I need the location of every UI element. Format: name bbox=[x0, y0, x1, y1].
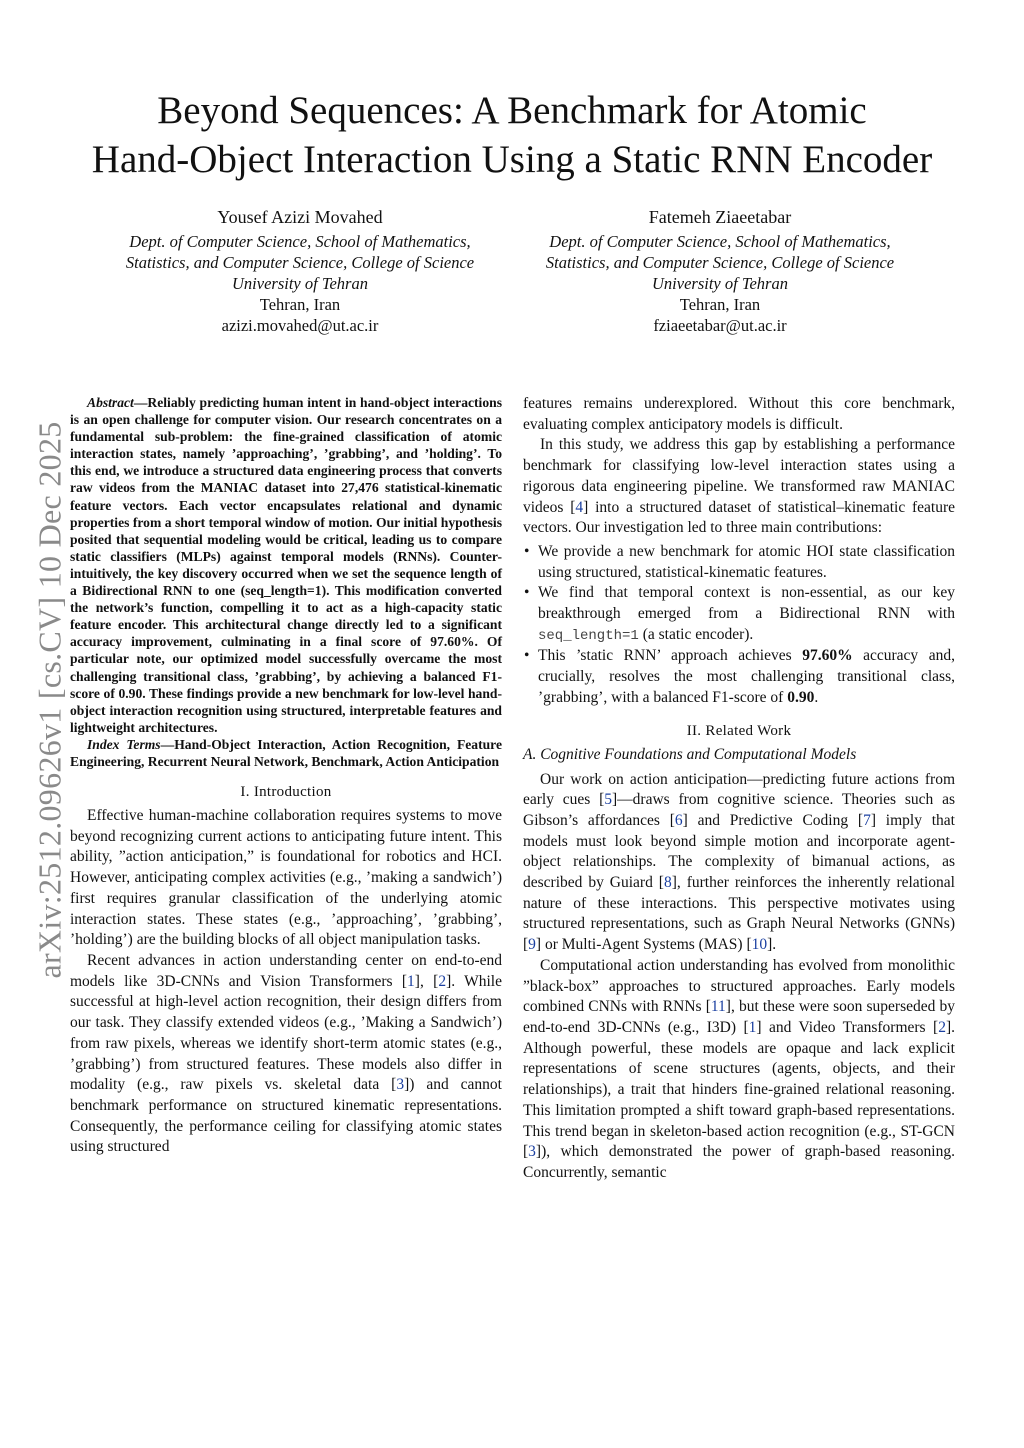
title-line-1: Beyond Sequences: A Benchmark for Atomic bbox=[157, 89, 867, 132]
author-dept-line-2: Statistics, and Computer Science, College of Science bbox=[545, 253, 895, 272]
left-column bbox=[70, 394, 502, 1158]
author-university: University of Tehran bbox=[232, 274, 368, 293]
citation-link[interactable]: 3 bbox=[528, 1143, 536, 1161]
index-terms bbox=[70, 736, 502, 770]
citation-link[interactable]: 7 bbox=[863, 811, 871, 829]
section-heading-introduction: I. Introduction bbox=[240, 784, 332, 801]
contribution-item: • We provide a new benchmark for atomic HOI state classification using structured, statistical-kinematic features. bbox=[523, 542, 955, 583]
author-email: fziaeetabar@ut.ac.ir bbox=[653, 316, 787, 335]
abstract-text: —Reliably predicting human intent in hand-object interactions is an open challenge for computer vision. Our research concentrates on a fundamental sub-problem: the fine-grained classification of atomic interaction states, namely ’approaching’, ’grabbing’, and ’holding’. To this end, we introduce a structured data engineering process that converts raw videos from the MANIAC dataset into 27,476 statistical-kinematic feature vectors. Each vector encapsulates relational and dynamic properties from a short temporal window of motion. Our initial hypothesis posited that sequential modeling would be critical, leading us to compare static classifiers (MLPs) against temporal models (RNNs). Counter-intuitively, the key discovery occurred when we set the sequence length of a Bidirectional RNN to one (seq_length=1). This modification converted the network’s function, compelling it to act as a high-capacity static feature encoder. This architectural change directly led to a significant accuracy improvement, culminating in a final score of 97.60%. Of particular note, our optimized model successfully overcame the most challenging transitional class, ’grabbing’, by achieving a balanced F1-score of 0.90. These findings provide a new benchmark for low-level hand-object interaction recognition using structured, interpretable features and lightweight architectures. bbox=[70, 395, 502, 735]
related-paragraph-2: Computational action understanding has evolved from monolithic ”black-box” approaches to structured approaches. Early models combined CNNs with RNNs [11], but these were soon superseded by end-to-end 3D-CNNs (e.g., I3D) [1] and Video Transformers [2]. Although powerful, these models are opaque and lack explicit representations of scene structures (agents, objects, and their relationships), a trait that hinders fine-grained relational reasoning. This limitation prompted a shift toward graph-based representations. This trend began in skeleton-based action recognition (e.g., ST-GCN [3]), which demonstrated the power of graph-based reasoning. Concurrently, semantic bbox=[523, 956, 955, 1181]
author-block-1 bbox=[90, 207, 510, 336]
citation-link[interactable]: 8 bbox=[663, 874, 672, 892]
citation-link[interactable]: 6 bbox=[674, 811, 683, 829]
f1-value: 0.90 bbox=[787, 688, 815, 706]
author-location: Tehran, Iran bbox=[679, 295, 761, 314]
author-dept-line-1: Dept. of Computer Science, School of Mathematics, bbox=[549, 232, 891, 251]
citation-link[interactable]: 1 bbox=[748, 1018, 757, 1036]
author-name: Yousef Azizi Movahed bbox=[217, 207, 383, 227]
code-snippet: seq_length=1 bbox=[538, 627, 639, 644]
index-terms-label: Index Terms bbox=[87, 736, 161, 752]
abstract bbox=[70, 394, 502, 736]
right-column bbox=[523, 394, 955, 1184]
author-email: azizi.movahed@ut.ac.ir bbox=[221, 316, 379, 335]
author-block-2 bbox=[510, 207, 930, 336]
citation-link[interactable]: 2 bbox=[438, 972, 447, 990]
intro-paragraph-4: In this study, we address this gap by establishing a performance benchmark for classifying low-level interaction states using a rigorous data engineering pipeline. We transformed raw MANIAC videos [4] into a structured dataset of statistical–kinematic feature vectors. Our investigation led to three main contributions: bbox=[523, 436, 955, 537]
citation-link[interactable]: 10 bbox=[751, 936, 768, 954]
contribution-item: • We find that temporal context is non-essential, as our key breakthrough emerged from a Bidirectional RNN with seq_length=1 (a static encoder). bbox=[523, 583, 955, 646]
contributions-list bbox=[523, 542, 955, 709]
citation-link[interactable]: 4 bbox=[575, 498, 584, 516]
intro-paragraph-2: Recent advances in action understanding center on end-to-end models like 3D-CNNs and Vision Transformers [1], [2]. While successful at high-level action recognition, their design differs from our task. They classify extended videos (e.g., ’Making a Sandwich’) from raw pixels, whereas we identify short-term atomic states (e.g., ’grabbing’) from structured features. These models also differ in modality (e.g., raw pixels vs. skeletal data [3]) and cannot benchmark performance on structured kinematic representations. Consequently, the performance ceiling for classifying atomic states using structured bbox=[70, 951, 502, 1156]
author-location: Tehran, Iran bbox=[259, 295, 341, 314]
author-dept-line-1: Dept. of Computer Science, School of Mathematics, bbox=[129, 232, 471, 251]
arxiv-stamp: arXiv:2512.09626v1 [cs.CV] 10 Dec 2025 bbox=[31, 421, 68, 979]
section-heading-related-work: II. Related Work bbox=[686, 722, 792, 739]
intro-paragraph-3: features remains underexplored. Without this core benchmark, evaluating complex anticipatory models is difficult. bbox=[523, 395, 955, 433]
subsection-heading: A. Cognitive Foundations and Computational Models bbox=[523, 745, 857, 763]
author-dept-line-2: Statistics, and Computer Science, College of Science bbox=[125, 253, 475, 272]
author-name: Fatemeh Ziaeetabar bbox=[648, 207, 792, 227]
citation-link[interactable]: 3 bbox=[396, 1076, 405, 1094]
abstract-label: Abstract bbox=[87, 395, 134, 410]
intro-paragraph-1: Effective human-machine collaboration requires systems to move beyond recognizing current actions to anticipating future intent. This ability, ”action anticipation,” is foundational for robotics and HCI. However, anticipating complex activities (e.g., ’making a sandwich’) first requires granular classification of the underlying atomic interaction states. These states (e.g., ’approaching’, ’grabbing’, ’holding’) are the building blocks of all object manipulation tasks. bbox=[70, 807, 502, 949]
title-line-2: Hand-Object Interaction Using a Static RNN Encoder bbox=[91, 138, 933, 181]
citation-link[interactable]: 11 bbox=[710, 998, 726, 1016]
related-paragraph-1: Our work on action anticipation—predicting future actions from early cues [5]—draws from cognitive science. Theories such as Gibson’s affordances [6] and Predictive Coding [7] imply that models must look beyond simple motion and incorporate agent-object relationships. The complexity of bimanual actions, as described by Guiard [8], further reinforces the inherently relational nature of these interactions. This perspective motivates using structured representations, such as Graph Neural Networks (GNNs) [9] or Multi-Agent Systems (MAS) [10]. bbox=[523, 770, 955, 954]
citation-link[interactable]: 5 bbox=[604, 791, 613, 809]
contribution-item: • This ’static RNN’ approach achieves 97.60% accuracy and, crucially, resolves the most challenging transitional class, ’grabbing’, with a balanced F1-score of 0.90. bbox=[523, 646, 955, 708]
index-terms-text: —Hand-Object Interaction, Action Recognition, Feature Engineering, Recurrent Neural Network, Benchmark, Action Anticipation bbox=[70, 736, 502, 769]
accuracy-value: 97.60% bbox=[802, 647, 853, 665]
citation-link[interactable]: 1 bbox=[407, 972, 415, 990]
citation-link[interactable]: 9 bbox=[528, 936, 536, 954]
author-university: University of Tehran bbox=[652, 274, 788, 293]
paper-title bbox=[40, 86, 984, 184]
citation-link[interactable]: 2 bbox=[938, 1018, 946, 1036]
